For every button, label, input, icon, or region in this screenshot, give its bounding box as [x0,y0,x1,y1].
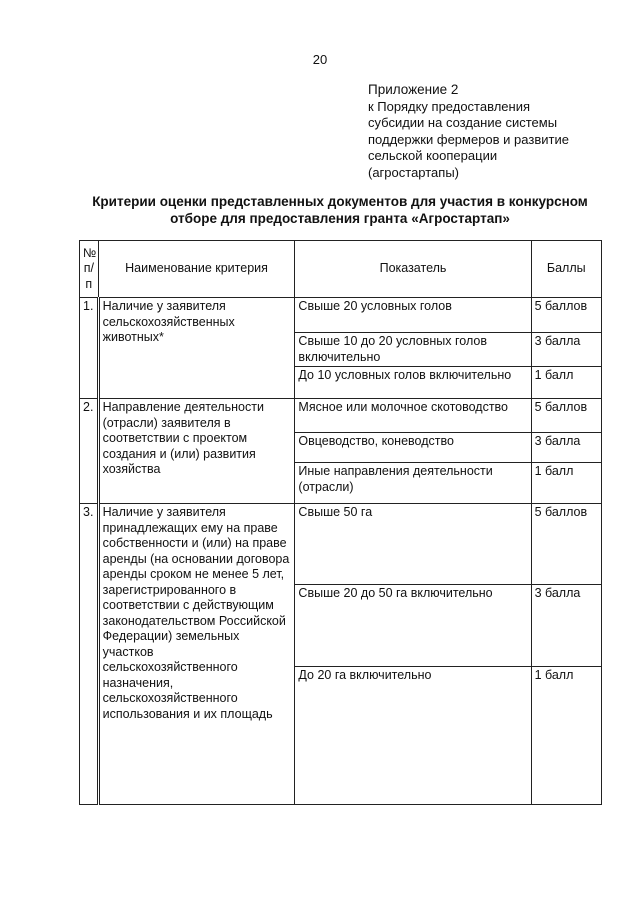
criterion-name: Наличие у заявителя принадлежащих ему на праве собственности и (или) на праве аренды (на основании договора аренды сроком не менее 5 лет, зарегистрированного в соответствии с действующим законодательством Российской Федерации) земельных участков сельскохозяйственного назначения, сельскохозяйственного использования и их площадь [98,504,295,805]
points-cell: 5 баллов [531,504,601,585]
header-points: Баллы [531,241,601,298]
header-indicator: Показатель [295,241,531,298]
table-header-row [80,241,602,298]
indicator-cell: Свыше 50 га [295,504,531,585]
criteria-table [79,240,602,805]
points-cell: 3 балла [531,433,601,463]
header-criterion-name: Наименование критерия [98,241,295,298]
appendix-line: поддержки фермеров и развитие [368,131,569,147]
header-number: № п/п [80,241,99,298]
indicator-cell: Свыше 10 до 20 условных голов включительно [295,333,531,367]
document-title-line: Критерии оценки представленных документов для участия в конкурсном [92,194,588,209]
indicator-cell: Иные направления деятельности (отрасли) [295,463,531,504]
table-row [80,504,602,585]
points-cell: 3 балла [531,333,601,367]
indicator-cell: Свыше 20 до 50 га включительно [295,585,531,667]
indicator-cell: Свыше 20 условных голов [295,298,531,333]
indicator-cell: Мясное или молочное скотоводство [295,399,531,433]
indicator-cell: До 10 условных голов включительно [295,367,531,399]
table-row [80,298,602,333]
points-cell: 3 балла [531,585,601,667]
table-row [80,399,602,433]
appendix-line: к Порядку предоставления [368,98,530,114]
indicator-cell: Овцеводство, коневодство [295,433,531,463]
criterion-number: 1. [80,298,99,399]
criterion-name: Наличие у заявителя сельскохозяйственных животных* [98,298,295,399]
appendix-line: (агростартапы) [368,164,459,180]
criterion-name: Направление деятельности (отрасли) заявителя в соответствии с проектом создания и (или) развития хозяйства [98,399,295,504]
points-cell: 5 баллов [531,399,601,433]
appendix-line: субсидии на создание системы [368,115,558,130]
points-cell: 1 балл [531,463,601,504]
document-title-line: отборе для предоставления гранта «Агростартап» [170,211,510,226]
points-cell: 5 баллов [531,298,601,333]
appendix-block [368,82,628,181]
points-cell: 1 балл [531,667,601,805]
criterion-number: 2. [80,399,99,504]
appendix-heading: Приложение 2 [368,82,459,97]
page-number: 20 [312,52,328,67]
document-title [60,193,620,227]
points-cell: 1 балл [531,367,601,399]
criterion-number: 3. [80,504,99,805]
appendix-line: сельской кооперации [368,148,498,163]
indicator-cell: До 20 га включительно [295,667,531,805]
